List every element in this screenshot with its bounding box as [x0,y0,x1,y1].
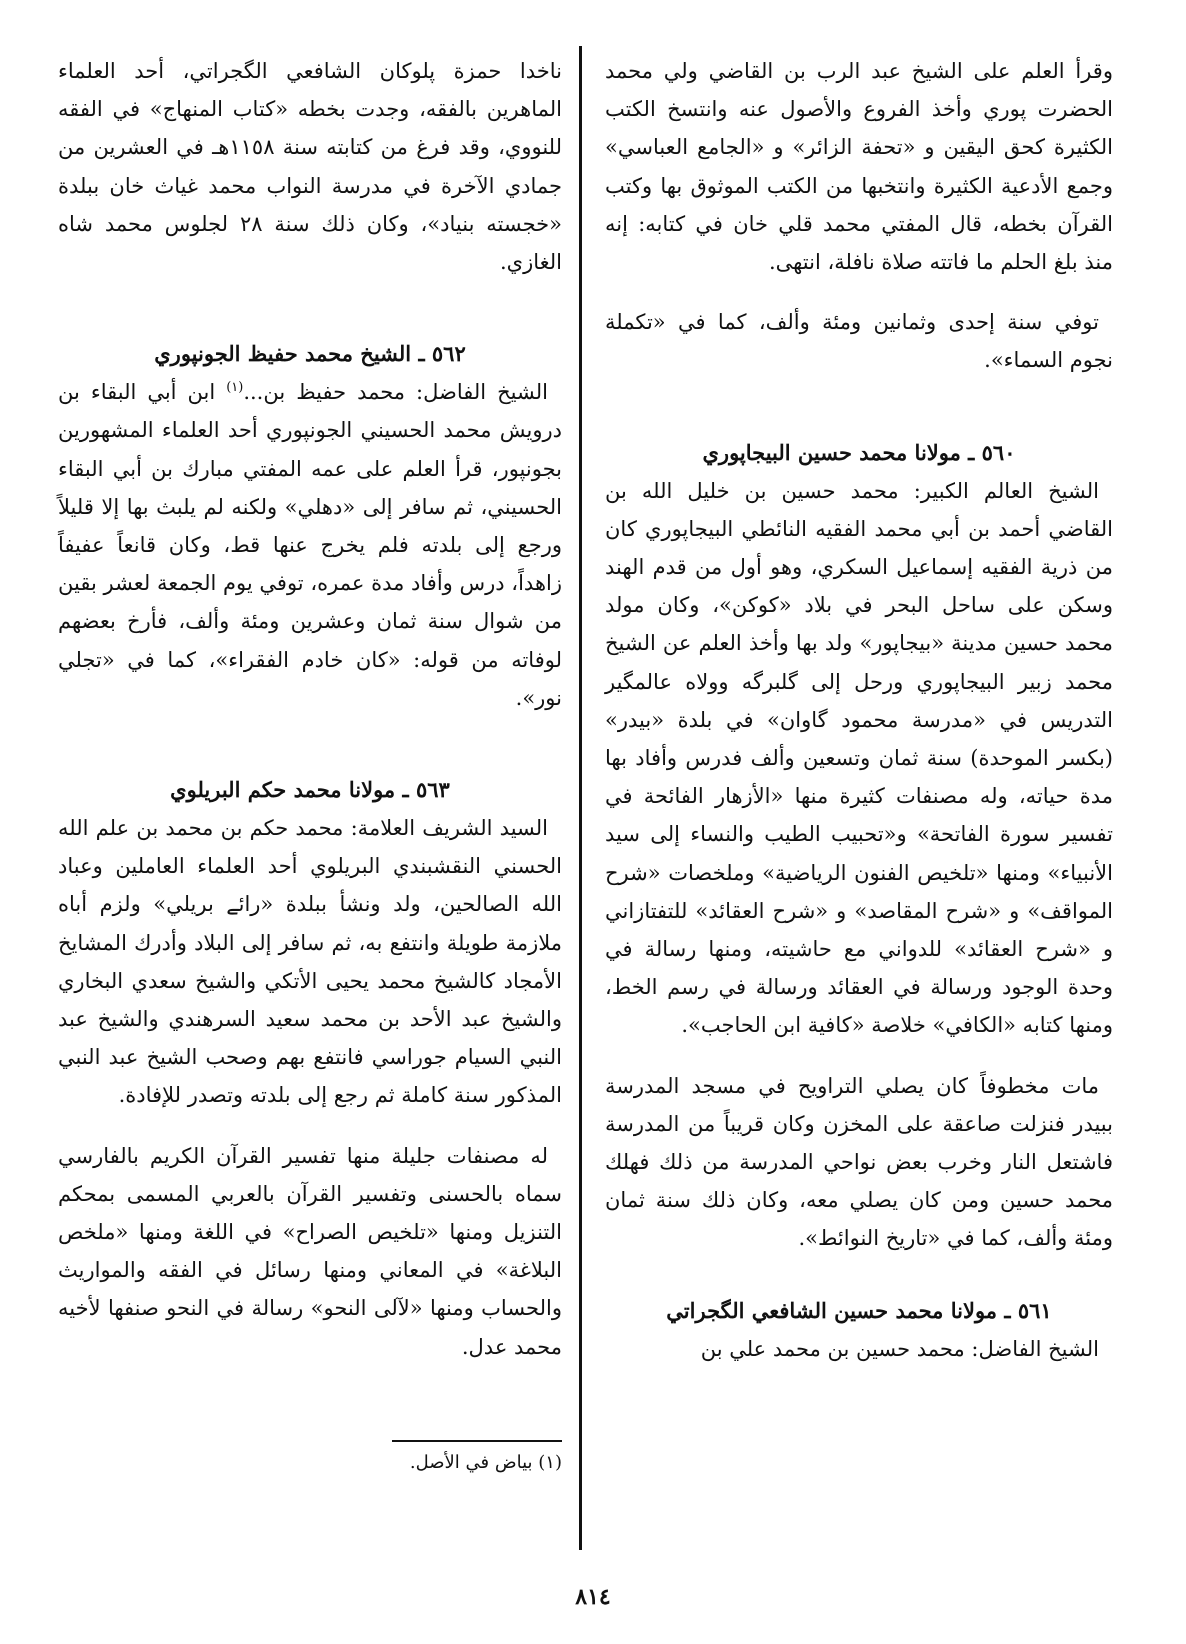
right-column [605,52,1113,1368]
paragraph: السيد الشريف العلامة: محمد حكم بن محمد بن علم الله الحسني النقشبندي البريلوي أحد العلماء العاملين وعباد الله الصالحين، ولد ونشأ ببلدة «رائے بريلي» ولزم أباه ملازمة طويلة وانتفع به، ثم سافر إلى البلاد وأدرك المشايخ الأمجاد كالشيخ محمد يحيى الأتكي والشيخ سعدي البخاري والشيخ عبد الأحد بن محمد سعيد السرهندي والشيخ عبد النبي السيام جوراسي فانتفع بهم وصحب الشيخ عبد النبي المذكور سنة كاملة ثم رجع إلى بلدته وتصدر للإفادة. [58,816,562,1108]
footnote: (١) بياض في الأصل. [409,1452,562,1473]
paragraph: له مصنفات جليلة منها تفسير القرآن الكريم بالفارسي سماه بالحسنى وتفسير القرآن بالعربي المسمى بمحكم التنزيل ومنها «تلخيص الصراح» في اللغة ومنها «ملخص البلاغة» في المعاني ومنها رسائل في الفقه والمواريث والحساب ومنها «لآلى النحو» رسالة في النحو صنفها لأخيه محمد عدل. [58,1143,562,1359]
page-number: ٨١٤ [575,1584,611,1610]
footnote-rule [392,1440,562,1442]
paragraph: ناخدا حمزة پلوكان الشافعي الگجراتي، أحد العلماء الماهرين بالفقه، وجدت بخطه «كتاب المنهاج» في الفقه للنووي، وقد فرغ من كتابته سنة ١١٥٨هـ في العشرين من جمادي الآخرة في مدرسة النواب محمد غياث خان ببلدة «خجسته بنياد»، وكان ذلك سنة ٢٨ لجلوس محمد شاه الغازي. [58,59,563,275]
paragraph: توفي سنة إحدى وثمانين ومئة وألف، كما في «تكملة نجوم السماء». [605,310,1113,373]
entry-heading-560: ٥٦٠ ـ مولانا محمد حسين البيجاپوري [702,439,1016,465]
entry-heading-563: ٥٦٣ ـ مولانا محمد حكم البريلوي [170,777,450,803]
paragraph: الشيخ العالم الكبير: محمد حسين بن خليل الله بن القاضي أحمد بن أبي محمد الفقيه النائطي البيجاپوري كان من ذرية الفقيه إسماعيل السكري، وهو أول من قدم الهند وسكن على ساحل البحر في بلاد «كوكن»، وكان مولد محمد حسين مدينة «بيجاپور» ولد بها وأخذ العلم عن الشيخ محمد زبير البيجاپوري ورحل إلى گلبرگه وولاه عالمگير التدريس في «مدرسة محمود گاوان» في بلدة «بيدر» (بكسر الموحدة) سنة ثمان وتسعين وألف فدرس وأفاد بها مدة حياته، وله مصنفات كثيرة منها «الأزهار الفائحة في تفسير سورة الفاتحة» و«تحبيب الطيب والنساء إلى سيد الأنبياء» ومنها «تلخيص الفنون الرياضية» وملخصات «شرح المواقف» و «شرح المقاصد» و «شرح العقائد» للتفتازاني و «شرح العقائد» للدواني مع حاشيته، ومنها رسالة في وحدة الوجود ورسالة في العقائد ورسالة في رسم الخط، ومنها كتابه «الكافي» خلاصة «كافية ابن الحاجب». [605,478,1113,1038]
paragraph-text: ابن أبي البقاء بن درويش محمد الحسيني الجونپوري أحد العلماء المشهورين بجونپور، قرأ العلم على عمه المفتي مبارك بن أبي البقاء الحسيني، ثم سافر إلى «دهلي» ولكنه لم يلبث بها إلا قليلاً ورجع إلى بلدته فلم يخرج عنها قط، وكان قانعاً عفيفاً زاهداً، درس وأفاد مدة عمره، توفي يوم الجمعة لعشر بقين من شوال سنة ثمان وعشرين ومئة وألف، فأرخ بعضهم لوفاته من قوله: «كان خادم الفقراء»، كما في «تجلي نور». [58,380,562,710]
footnote-reference: (١) [226,380,244,396]
paragraph-text: الشيخ الفاضل: محمد حفيظ بن... [243,380,548,405]
paragraph: مات مخطوفاً كان يصلي التراويح في مسجد المدرسة ببيدر فنزلت صاعقة على المخزن وكان قريباً من المدرسة فاشتعل النار وخرب بعض نواحي المدرسة من ذلك فهلك محمد حسين ومن كان يصلي معه، وكان ذلك سنة ثمان ومئة وألف، كما في «تاريخ النوائط». [605,1073,1113,1251]
entry-heading-561: ٥٦١ ـ مولانا محمد حسين الشافعي الگجراتي [666,1297,1052,1323]
entry-heading-562: ٥٦٢ ـ الشيخ محمد حفيظ الجونپوري [154,341,466,367]
paragraph: وقرأ العلم على الشيخ عبد الرب بن القاضي ولي محمد الحضرت پوري وأخذ الفروع والأصول عنه وانتسخ الكتب الكثيرة كحق اليقين و «تحفة الزائر» و «الجامع العباسي» وجمع الأدعية الكثيرة وانتخبها من الكتب الموثوق بها وكتب القرآن بخطه، قال المفتي محمد قلي خان في كتابه: إنه منذ بلغ الحلم ما فاتته صلاة نافلة، انتهى. [605,59,1113,275]
column-divider [579,46,582,1550]
paragraph: الشيخ الفاضل: محمد حسين بن محمد علي بن [700,1336,1099,1361]
paragraph [58,373,562,717]
left-column [58,52,562,1366]
